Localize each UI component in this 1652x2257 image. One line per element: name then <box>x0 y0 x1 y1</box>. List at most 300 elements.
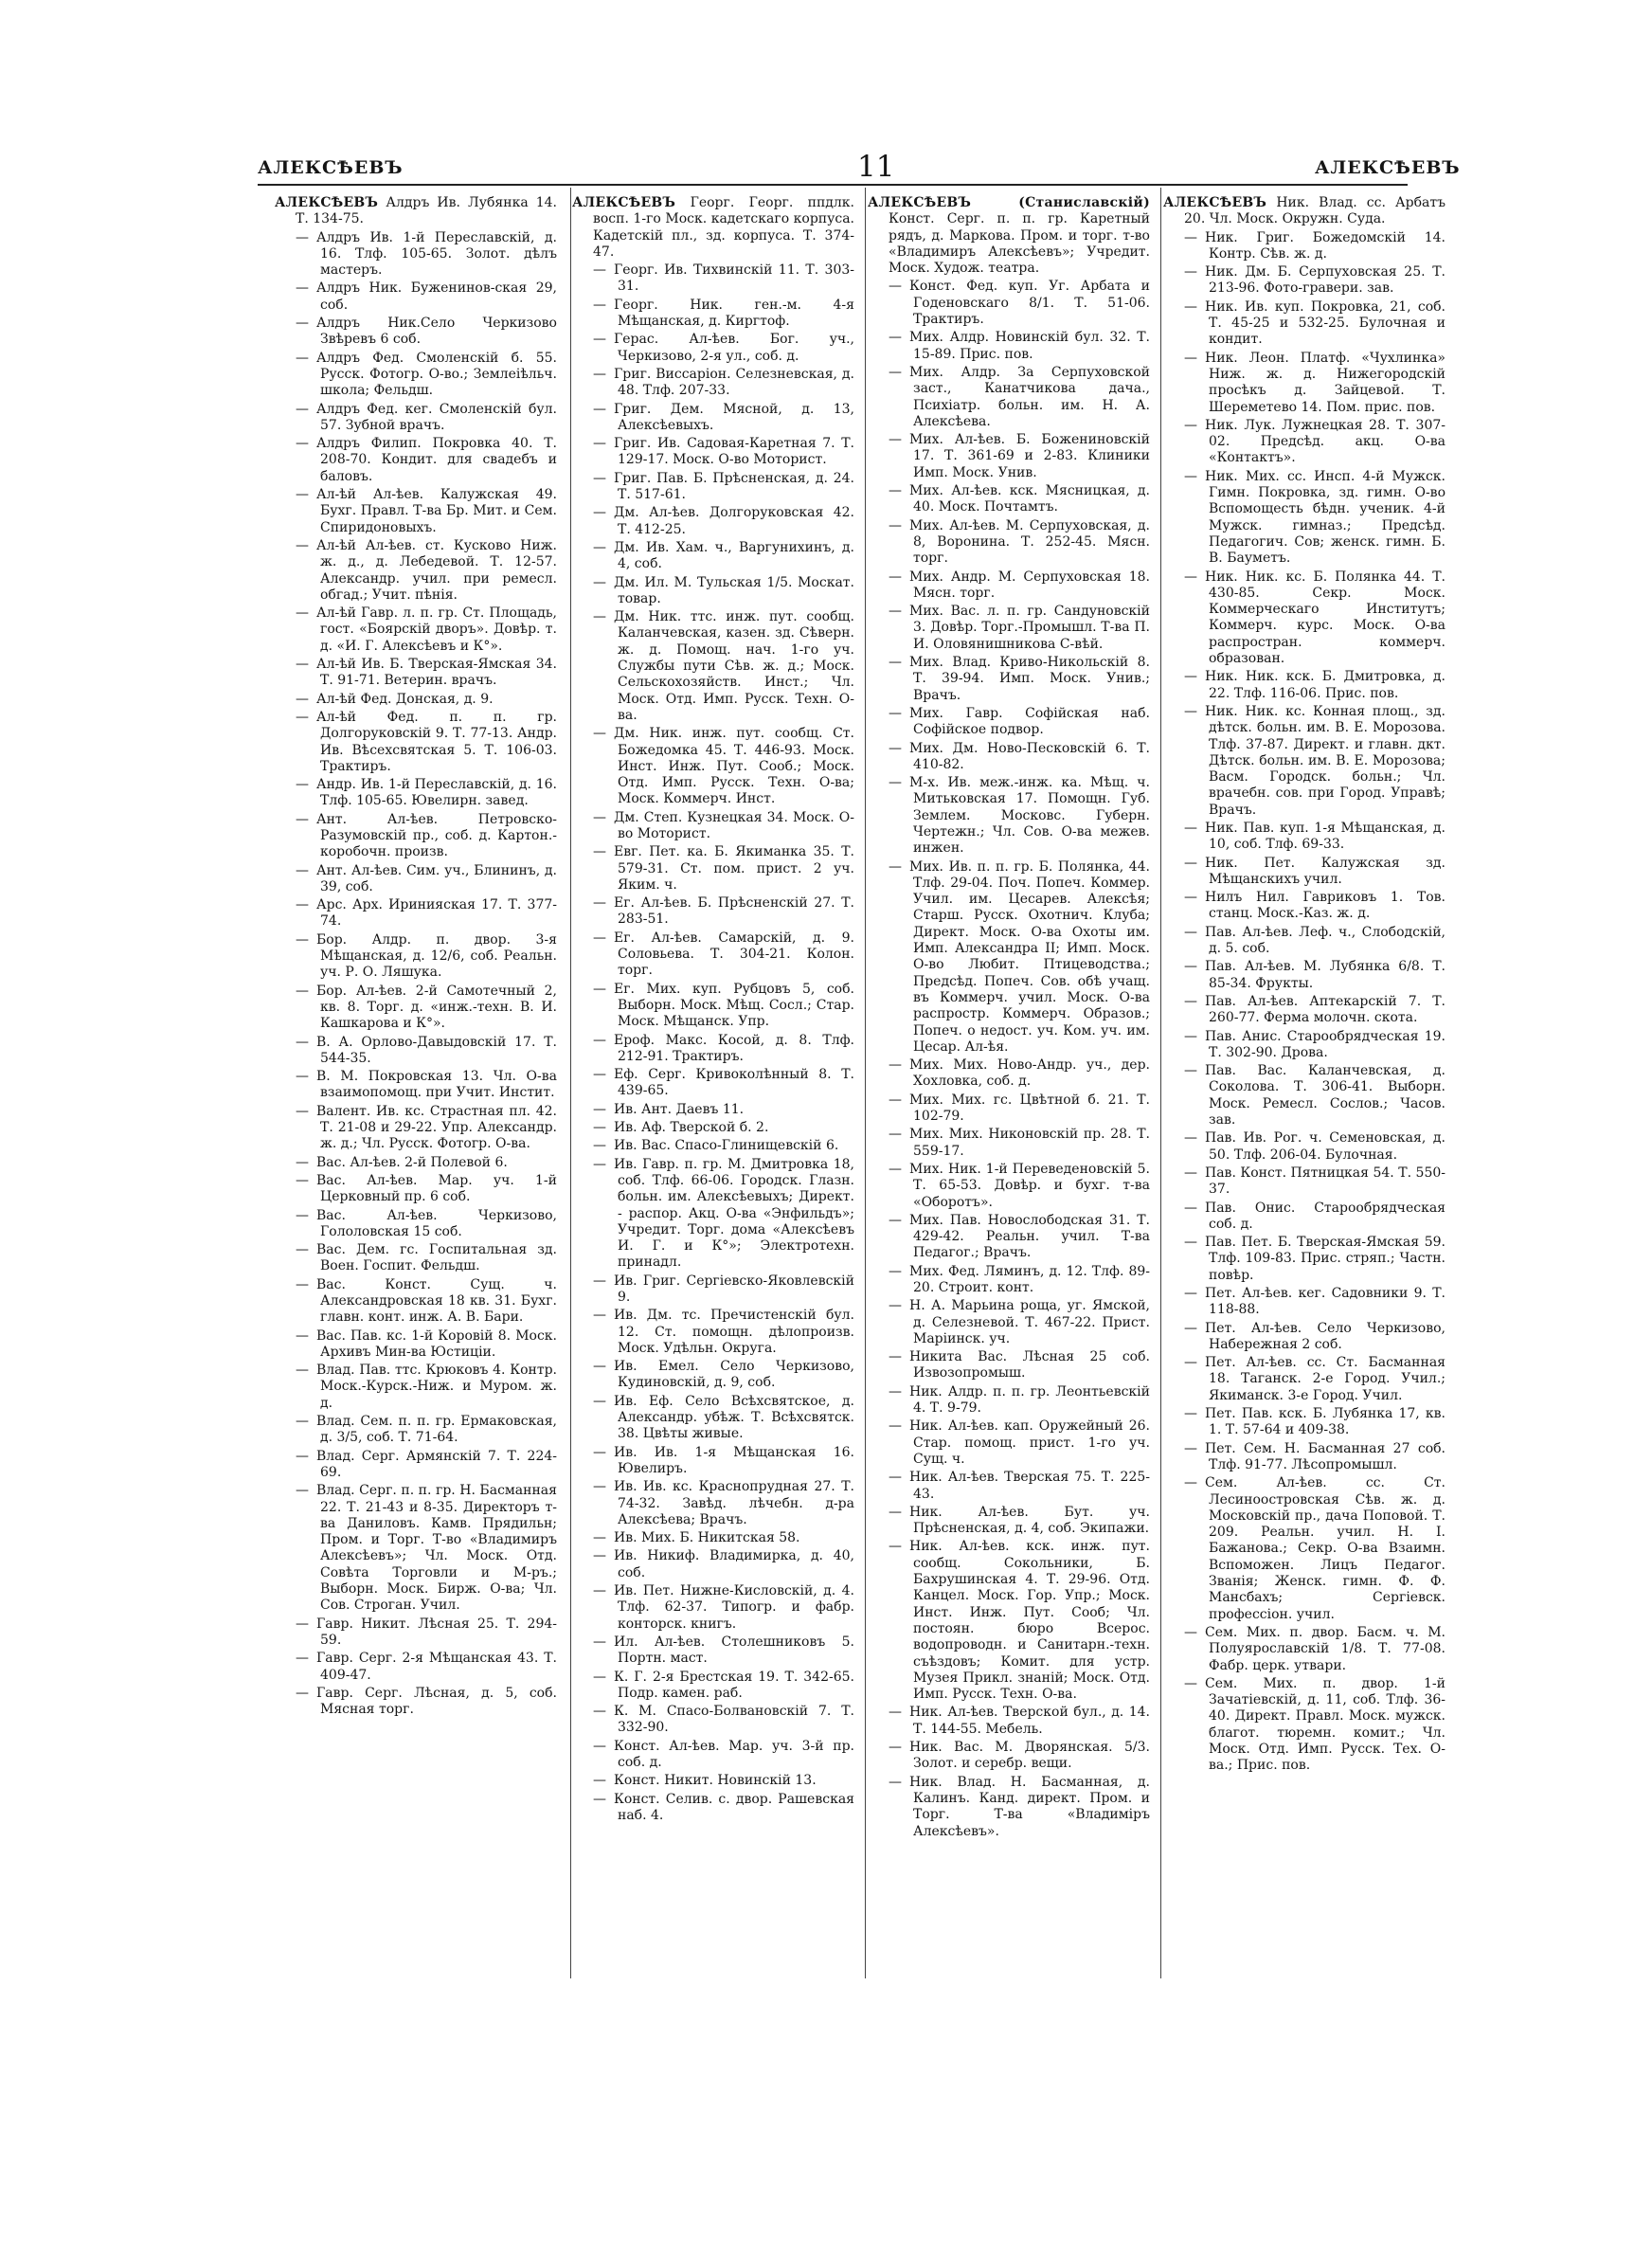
entry-text: Ник. Ив. куп. Покровка, 21, соб. Т. 45-25 и 532-25. Булочная и кондит. <box>1205 298 1446 348</box>
directory-entry <box>1163 959 1446 992</box>
entry-text: Григ. Пав. Б. Прѣсненская, д. 24. Т. 517-61. <box>614 470 854 503</box>
directory-entry <box>868 1740 1150 1773</box>
entry-dash: — <box>593 470 606 486</box>
entry-dash: — <box>889 483 902 499</box>
directory-entry <box>868 483 1150 516</box>
entry-dash: — <box>593 401 606 417</box>
entry-text: Ал-ѣй Ив. Б. Тверская-Ямская 34. Т. 91-71. Ветерин. врачъ. <box>316 657 557 689</box>
directory-entry <box>275 1483 557 1614</box>
entry-text: Ал-ѣй Ал-ѣев. ст. Кусково Ниж. ж. д., д. Лебедевой. Т. 12-57. Александр. учил. при ремесл. обгад.; Учит. пѣнія. <box>316 537 557 603</box>
surname-heading: АЛЕКСѢЕВЪ (Станиславскій) <box>868 195 1150 210</box>
directory-entry <box>275 1173 557 1206</box>
entry-dash: — <box>889 1057 902 1074</box>
entry-text: Ив. Ант. Даевъ 11. <box>614 1101 745 1117</box>
column-divider <box>865 188 866 1978</box>
entry-text: Ник. Григ. Божедомскій 14. Контр. Сѣв. ж. д. <box>1205 229 1446 262</box>
directory-entry <box>572 982 854 1031</box>
directory-entry <box>275 436 557 485</box>
entry-dash: — <box>889 1740 902 1756</box>
entry-text: Пав. Ал-ѣев. Леф. ч., Слободскій, д. 5. соб. <box>1205 924 1446 957</box>
entry-dash: — <box>593 297 606 313</box>
entry-dash: — <box>296 605 309 622</box>
directory-entry <box>572 540 854 573</box>
directory-entry <box>572 1479 854 1528</box>
directory-entry <box>572 895 854 929</box>
entry-text: Ив. Пет. Нижне-Кисловскій, д. 4. Тлф. 62-37. Типогр. и фабр. конторск. книгъ. <box>614 1583 854 1632</box>
directory-entry <box>1163 1625 1446 1674</box>
entry-text: Григ. Виссаріон. Селезневская, д. 48. Тлф. 207-33. <box>614 366 854 399</box>
entry-dash: — <box>593 1773 606 1789</box>
entry-dash: — <box>1184 820 1197 836</box>
entry-text: Пав. Вас. Каланчевская, д. Соколова. Т. 306-41. Выборн. Моск. Ремесл. Сослов.; Часов. зав. <box>1205 1063 1446 1128</box>
header-rule <box>258 184 1408 186</box>
entry-dash: — <box>296 1242 309 1258</box>
directory-entry <box>572 726 854 807</box>
entry-text: Влад. Сем. п. п. гр. Ермаковская, д. 3/5, соб. Т. 71-64. <box>316 1414 557 1446</box>
entry-dash: — <box>1184 959 1197 975</box>
directory-entry <box>275 538 557 604</box>
directory-entry <box>1163 1676 1446 1775</box>
entry-dash: — <box>889 1383 902 1399</box>
entry-text: М-х. Ив. меж.-инж. ка. Мѣщ. ч. Митьковская 17. Помощн. Губ. Землем. Московс. Губерн. Чертежн.; Чл. Сов. О-ва межев. инжен. <box>909 775 1150 857</box>
entry-dash: — <box>593 1634 606 1650</box>
entry-text: Дм. Ник. ттс. инж. пут. сообщ. Каланчевская, казен. зд. Сѣверн. ж. д. Помощ. нач. 1-го уч. Службы пути Сѣв. ж. д.; Моск. Сельскохозяйств. Инст.; Чл. Моск. Отд. Имп. Русск. Техн. О-ва. <box>614 609 854 723</box>
directory-entry <box>1163 1441 1446 1474</box>
directory-entry <box>572 1120 854 1136</box>
directory-entry <box>868 279 1150 328</box>
directory-entry <box>275 487 557 536</box>
entry-dash: — <box>1184 298 1197 315</box>
directory-entry <box>572 262 854 296</box>
entry-dash: — <box>593 505 606 521</box>
entry-dash: — <box>593 609 606 625</box>
directory-column-1 <box>275 195 557 2232</box>
entry-text: Мих. Вас. л. п. гр. Сандуновскій 3. Довѣр. Торг.-Промышл. Т-ва П. И. Оловянишникова С-вѣй. <box>909 604 1150 652</box>
page-number: 11 <box>857 150 895 184</box>
entry-dash: — <box>1184 1165 1197 1181</box>
entry-text: Алдръ Фед. Смоленскій б. 55. Русск. Фотогр. О-во.; Землеіѣльч. школа; Фельдш. <box>316 350 557 399</box>
entry-text: Ив. Еф. Село Всѣхсвятское, д. Александр. убѣж. Т. Всѣхсвятск. 38. Цвѣты живые. <box>614 1393 854 1442</box>
entry-dash: — <box>593 1704 606 1720</box>
entry-dash: — <box>593 332 606 348</box>
entry-text: Ник. Леон. Платф. «Чухлинка» Ниж. ж. д. Нижегородскій просѣкъ д. Зайцевой. Т. Шереметево 14. Пом. прис. пов. <box>1205 350 1446 415</box>
entry-text: В. М. Покровская 13. Чл. О-ва взаимопомощ. при Учит. Инстит. <box>316 1069 557 1101</box>
directory-entry <box>572 1739 854 1772</box>
directory-entry <box>868 1264 1150 1297</box>
entry-text: Ник. Мих. сс. Инсп. 4-й Мужск. Гимн. Покровка, зд. гимн. О-во Вспомощесть бѣдн. ученик. 4-й Мужск. гимназ.; Предсѣд. Педагогич. Сов; женск. гимн. Б. В. Бауметъ. <box>1205 468 1446 567</box>
entry-dash: — <box>593 1067 606 1083</box>
entry-dash: — <box>296 1327 309 1344</box>
entry-dash: — <box>889 1470 902 1486</box>
entry-dash: — <box>593 1032 606 1048</box>
entry-text: Георг. Ник. ген.-м. 4-я Мѣщанская, д. Киргтоф. <box>614 297 854 330</box>
directory-entry <box>868 365 1150 430</box>
entry-dash: — <box>1184 1355 1197 1371</box>
directory-entry <box>275 1277 557 1327</box>
directory-entry <box>572 1308 854 1357</box>
entry-dash: — <box>593 1359 606 1375</box>
entry-dash: — <box>593 436 606 452</box>
directory-entry <box>868 1539 1150 1703</box>
entry-text: Мих. Мих. Ново-Андр. уч., дер. Хохловка, соб. д. <box>909 1057 1150 1090</box>
directory-entry <box>1163 230 1446 263</box>
directory-entry <box>1163 299 1446 349</box>
entry-dash: — <box>889 1298 902 1314</box>
entry-dash: — <box>889 1774 902 1790</box>
entry-dash: — <box>296 691 309 707</box>
entry-dash: — <box>296 1448 309 1464</box>
directory-entry <box>275 1616 557 1650</box>
entry-dash: — <box>1184 350 1197 366</box>
entry-dash: — <box>296 1363 309 1379</box>
entry-text: Дм. Ник. инж. пут. сообщ. Ст. Божедомка 45. Т. 446-93. Моск. Инст. Инж. Пут. Сооб.; Моск. Отд. Имп. Русск. Техн. О-ва; Моск. Коммерч. Инст. <box>614 726 854 807</box>
entry-dash: — <box>593 1393 606 1409</box>
directory-entry <box>275 1449 557 1482</box>
entry-text: Мих. Мих. гс. Цвѣтной б. 21. Т. 102-79. <box>909 1092 1150 1125</box>
directory-entry <box>1163 704 1446 819</box>
directory-entry <box>868 1470 1150 1503</box>
entry-text: Пав. Конст. Пятницкая 54. Т. 550-37. <box>1205 1165 1446 1198</box>
entry-dash: — <box>296 436 309 452</box>
directory-entry <box>868 655 1150 704</box>
entry-dash: — <box>1184 569 1197 585</box>
entry-dash: — <box>889 604 902 620</box>
running-header-right: АЛЕКСѢЕВЪ <box>1315 157 1461 178</box>
directory-entry <box>572 1067 854 1100</box>
entry-text: Влад. Серг. Армянскій 7. Т. 224-69. <box>316 1448 557 1480</box>
entry-dash: — <box>593 574 606 590</box>
directory-entry <box>275 777 557 810</box>
directory-entry <box>275 230 557 280</box>
entry-dash: — <box>1184 855 1197 871</box>
directory-entry <box>868 1127 1150 1160</box>
directory-entry <box>1163 1029 1446 1062</box>
directory-entry <box>572 436 854 469</box>
entry-dash: — <box>296 1154 309 1170</box>
entry-dash: — <box>593 726 606 742</box>
entry-dash: — <box>593 930 606 946</box>
entry-text: Ник. Лук. Лужнецкая 28. Т. 307-02. Предсѣд. акц. О-ва «Контактъ». <box>1205 417 1446 466</box>
entry-text: Конст. Ал-ѣев. Мар. уч. 3-й пр. соб. д. <box>614 1738 854 1771</box>
entry-text: Ив. Аф. Тверской б. 2. <box>614 1120 769 1136</box>
entry-text: Ив. Емел. Село Черкизово, Кудиновскій, д. 9, соб. <box>614 1359 854 1391</box>
entry-text: Ник. Дм. Б. Серпуховская 25. Т. 213-96. Фото-гравери. зав. <box>1205 264 1446 297</box>
directory-entry <box>275 897 557 930</box>
entry-text: Мих. Мих. Никоновскій пр. 28. Т. 559-17. <box>909 1127 1150 1159</box>
directory-entry <box>572 1445 854 1478</box>
entry-dash: — <box>889 517 902 533</box>
entry-dash: — <box>593 844 606 860</box>
entry-text: Григ. Дем. Мясной, д. 13, Алексѣевыхъ. <box>614 401 854 433</box>
entry-text: Пет. Ал-ѣев. Село Черкизово, Набережная 2 соб. <box>1205 1320 1446 1352</box>
directory-entry <box>1163 1286 1446 1319</box>
directory-entry <box>868 1349 1150 1382</box>
entry-text: Ал-ѣй Фед. п. п. гр. Долгоруковскій 9. Т. 77-13. Андр. Ив. Вѣсехсвятская 5. Т. 106-03. Трактиръ. <box>316 709 557 774</box>
directory-entry <box>1163 1355 1446 1404</box>
entry-dash: — <box>593 1548 606 1564</box>
column-divider <box>1160 188 1161 1978</box>
directory-entry <box>275 1069 557 1102</box>
directory-entry <box>572 1530 854 1546</box>
directory-entry <box>275 710 557 775</box>
entry-text: Пет. Ал-ѣев. сс. Ст. Басманная 18. Таганск. 2-е Город. Учил.; Якиманск. 3-е Город. Учил. <box>1205 1355 1446 1403</box>
directory-entry <box>572 402 854 435</box>
entry-text: Мих. Ал-ѣев. Б. Божениновскій 17. Т. 361-69 и 2-83. Клиники Имп. Моск. Унив. <box>909 432 1150 480</box>
directory-entry <box>275 1686 557 1719</box>
directory-entry <box>1163 418 1446 467</box>
entry-text: Алдръ Филип. Покровка 40. Т. 208-70. Кондит. для свадебъ и баловъ. <box>316 436 557 484</box>
directory-entry <box>1163 1235 1446 1284</box>
entry-dash: — <box>593 1120 606 1136</box>
entry-text: Мих. Дм. Ново-Песковскій 6. Т. 410-82. <box>909 740 1150 772</box>
entry-dash: — <box>1184 924 1197 940</box>
entry-text: Алдръ Ив. 1-й Переславскій, д. 16. Тлф. 105-65. Золот. дѣлъ мастеръ. <box>316 229 557 279</box>
entry-text: Бор. Алдр. п. двор. 3-я Мѣщанская, д. 12/6, соб. Реальн. уч. Р. О. Ляшука. <box>316 931 557 981</box>
directory-entry <box>1163 856 1446 889</box>
entry-text: Мих. Алдр. Новинскій бул. 32. Т. 15-89. Прис. пов. <box>909 330 1150 362</box>
directory-entry <box>868 195 1150 277</box>
directory-entry <box>1163 994 1446 1027</box>
entry-dash: — <box>593 1444 606 1460</box>
entry-text: Ив. Ив. 1-я Мѣщанская 16. Ювелиръ. <box>614 1444 854 1476</box>
directory-entry <box>868 604 1150 653</box>
directory-entry <box>572 1157 854 1272</box>
entry-dash: — <box>296 401 309 417</box>
entry-dash: — <box>296 1685 309 1701</box>
entry-text: Мих. Ал-ѣев. М. Серпуховская, д. 8, Воронина. Т. 252-45. Мясн. торг. <box>909 517 1150 567</box>
entry-dash: — <box>296 1276 309 1292</box>
entry-text: Ник. Ник. кс. Б. Полянка 44. Т. 430-85. Секр. Моск. Коммерческаго Институтъ; Коммерч. курс. Моск. О-ва распростран. коммерч. образован. <box>1205 569 1446 667</box>
directory-entry <box>275 351 557 400</box>
directory-entry <box>868 1775 1150 1840</box>
directory-entry <box>275 1363 557 1412</box>
entry-text: Алдръ Ник.Село Черкизово Звѣревъ 6 соб. <box>316 316 557 348</box>
entry-text: Сем. Мих. п. двор. 1-й Зачатіевскій, д. 11, соб. Тлф. 36-40. Директ. Правл. Моск. мужск. благот. тюремн. комит.; Чл. Моск. Отд. Имп. Русск. Тех. О-ва.; Прис. пов. <box>1205 1675 1446 1774</box>
entry-dash: — <box>296 1069 309 1085</box>
entry-text: Алдръ Ив. Лубянка 14. Т. 134-75. <box>296 195 557 227</box>
entry-text: Ег. Ал-ѣев. Самарскій, д. 9. Соловьева. Т. 304-21. Колон. торг. <box>614 930 854 979</box>
directory-column-3 <box>868 195 1150 2232</box>
entry-dash: — <box>593 1479 606 1495</box>
entry-text: Никита Вас. Лѣсная 25 соб. Извозопромыш. <box>909 1349 1150 1381</box>
entry-text: Алдръ Фед. кег. Смоленскій бул. 57. Зубной врачъ. <box>316 401 557 433</box>
column-divider <box>570 188 571 1978</box>
entry-text: Алдръ Ник. Буженинов-ская 29, соб. <box>316 280 557 313</box>
entry-text: Сем. Ал-ѣев. сс. Ст. Лесиноостровская Сѣв. ж. д. Московскій пр., дача Поповой. Т. 209. Реальн. учил. Н. І. Бажанова.; Секр. О-ва Взаимн. Вспоможен. Лицъ Педагог. Званія; Женск. гимн. Ф. Ф. Мансбахъ; Сергіевск. профессіон. учил. <box>1205 1475 1446 1622</box>
entry-text: Ив. Никиф. Владимирка, д. 40, соб. <box>614 1548 854 1580</box>
entry-dash: — <box>593 895 606 912</box>
directory-entry <box>1163 351 1446 416</box>
entry-text: Ант. Ал-ѣев. Петровско-Разумовскій пр., соб. д. Картон.-коробочн. произв. <box>316 811 557 860</box>
entry-dash: — <box>593 1138 606 1154</box>
entry-dash: — <box>1184 1235 1197 1251</box>
entry-text: Н. А. Марьина роща, уг. Ямской, д. Селезневой. Т. 467-22. Прист. Маріинск. уч. <box>909 1298 1150 1346</box>
entry-dash: — <box>889 740 902 756</box>
directory-entry <box>572 609 854 724</box>
entry-dash: — <box>889 858 902 875</box>
directory-entry <box>868 1092 1150 1126</box>
entry-text: Дм. Ал-ѣев. Долгоруковская 42. Т. 412-25. <box>614 505 854 537</box>
directory-entry <box>572 930 854 980</box>
entry-text: Мих. Пав. Новослободская 31. Т. 429-42. Реальн. учил. Т-ва Педагог.; Врачъ. <box>909 1212 1150 1261</box>
entry-text: Ив. Вас. Спасо-Глинищевскій 6. <box>614 1138 839 1154</box>
directory-entry <box>1163 1406 1446 1439</box>
entry-text: Вас. Ал-ѣев. Черкизово, Гололовская 15 соб. <box>316 1207 557 1239</box>
entry-text: Герас. Ал-ѣев. Бог. уч., Черкизово, 2-я ул., соб. д. <box>614 332 854 364</box>
entry-dash: — <box>296 983 309 999</box>
directory-entry <box>275 402 557 435</box>
directory-entry <box>572 1670 854 1703</box>
entry-text: Мих. Алдр. За Серпуховской заст., Канатчикова дача., Психіатр. больн. им. Н. А. Алексѣева. <box>909 364 1150 429</box>
directory-entry <box>275 1414 557 1447</box>
entry-dash: — <box>296 1414 309 1430</box>
directory-entry <box>572 1102 854 1118</box>
directory-entry <box>572 1394 854 1443</box>
directory-entry <box>275 316 557 349</box>
entry-dash: — <box>593 1791 606 1807</box>
entry-text: Ал-ѣй Фед. Донская, д. 9. <box>316 691 494 707</box>
entry-text: Дм. Степ. Кузнецкая 34. Моск. О-во Моторист. <box>614 809 854 841</box>
directory-entry <box>868 706 1150 739</box>
directory-entry <box>572 298 854 331</box>
entry-dash: — <box>1184 1440 1197 1456</box>
entry-text: Ник. Ал-ѣев. Бут. уч. Прѣсненская, д. 4, соб. Экипажи. <box>909 1504 1150 1537</box>
entry-dash: — <box>593 1738 606 1754</box>
entry-dash: — <box>889 775 902 791</box>
entry-text: Андр. Ив. 1-й Переславскій, д. 16. Тлф. 105-65. Ювелирн. завед. <box>316 777 557 809</box>
entry-dash: — <box>889 655 902 671</box>
directory-entry <box>1163 1130 1446 1164</box>
entry-dash: — <box>296 777 309 793</box>
entry-text: Ник. Пав. куп. 1-я Мѣщанская, д. 10, соб. Тлф. 69-33. <box>1205 820 1446 853</box>
entry-text: Ник. Ник. кск. Б. Дмитровка, д. 22. Тлф. 116-06. Прис. пов. <box>1205 669 1446 701</box>
directory-entry <box>1163 925 1446 958</box>
entry-text: Гавр. Никит. Лѣсная 25. Т. 294-59. <box>316 1616 557 1648</box>
entry-dash: — <box>296 316 309 332</box>
entry-dash: — <box>889 705 902 721</box>
directory-entry <box>1163 1475 1446 1623</box>
entry-text: Мих. Гавр. Софійская наб. Софійское подвор. <box>909 705 1150 738</box>
entry-dash: — <box>1184 1675 1197 1691</box>
entry-text: Сем. Мих. п. двор. Басм. ч. М. Полуярославскій 1/8. Т. 77-08. Фабр. церк. утвари. <box>1205 1624 1446 1673</box>
entry-dash: — <box>296 487 309 503</box>
entry-dash: — <box>593 539 606 555</box>
entry-dash: — <box>296 1172 309 1188</box>
entry-text: Ник. Ник. кс. Конная площ., зд. дѣтск. больн. им. В. Е. Морозова. Тлф. 37-87. Директ. и главн. дкт. Дѣтск. больн. им. В. Е. Морозова; Васм. Городск. больн.; Чл. врачебн. сов. при Город. Управѣ; Врачъ. <box>1205 703 1446 818</box>
entry-dash: — <box>296 657 309 673</box>
entry-text: Ив. Гавр. п. гр. М. Дмитровка 18, соб. Тлф. 66-06. Городск. Глазн. больн. им. Алексѣевыхъ; Директ. - распор. Акц. О-ва «Энфильдъ»; Учредит. Торг. дома «Алексѣевъ И. Г. и К°»; Электротехн. принадл. <box>614 1156 854 1271</box>
entry-dash: — <box>1184 468 1197 484</box>
entry-dash: — <box>889 432 902 448</box>
entry-text: Влад. Серг. п. п. гр. Н. Басманная 22. Т. 21-43 и 8-35. Директоръ т-ва Даниловъ. Камв. Прядильн; Пром. и Торг. Т-во «Владимиръ Алексѣевъ»; Чл. Моск. Отд. Совѣта Торговли и М-ръ.; Выборн. Моск. Бирж. О-ва; Чл. Сов. Строган. Учил. <box>316 1483 557 1614</box>
running-header-left: АЛЕКСѢЕВЪ <box>258 157 404 178</box>
entry-text: Ник. Алдр. п. п. гр. Леонтьевскій 4. Т. 9-79. <box>909 1383 1150 1417</box>
entry-text: Ник. Влад. сс. Арбатъ 20. Чл. Моск. Окружн. Суда. <box>1184 195 1446 227</box>
directory-entry <box>572 1033 854 1066</box>
entry-text: Гавр. Серг. 2-я Мѣщанская 43. Т. 409-47. <box>316 1651 557 1683</box>
directory-entry <box>275 812 557 861</box>
entry-text: Гавр. Серг. Лѣсная, д. 5, соб. Мясная торг. <box>316 1685 557 1718</box>
entry-text: Евг. Пет. ка. Б. Якиманка 35. Т. 579-31. Ст. пом. прист. 2 уч. Яким. ч. <box>614 844 854 893</box>
surname-heading: АЛЕКСѢЕВЪ <box>1163 195 1267 210</box>
directory-entry <box>275 932 557 982</box>
entry-dash: — <box>296 1207 309 1223</box>
entry-dash: — <box>889 1212 902 1228</box>
entry-text: Мих. Андр. М. Серпуховская 18. Мясн. торг. <box>909 569 1150 601</box>
entry-dash: — <box>296 1616 309 1632</box>
directory-entry <box>572 810 854 843</box>
entry-text: Ив. Григ. Сергіевско-Яковлевскій 9. <box>614 1273 854 1305</box>
directory-column-2 <box>572 195 854 2232</box>
entry-text: Ив. Ив. кс. Краснопрудная 27. Т. 74-32. Завѣд. лѣчебн. д-ра Алексѣева; Врачъ. <box>614 1479 854 1527</box>
entry-dash: — <box>296 280 309 297</box>
entry-dash: — <box>1184 890 1197 906</box>
directory-entry <box>868 1298 1150 1347</box>
directory-entry <box>1163 264 1446 298</box>
entry-text: Ник. Ал-ѣев. кск. инж. пут. сообщ. Сокольники, Б. Бахрушинская 4. Т. 29-96. Отд. Канцел. Моск. Гор. Упр.; Моск. Инст. Инж. Пут. Сооб; Чл. постоян. бюро Всерос. водопроводн. и Санитарн.-техн. съѣздовъ; Комит. для устр. Музея Прикл. знаній; Моск. Отд. Имп. Русск. Техн. О-ва. <box>909 1539 1150 1703</box>
directory-entry <box>572 332 854 365</box>
entry-dash: — <box>1184 1624 1197 1640</box>
entry-dash: — <box>593 1669 606 1685</box>
directory-entry <box>275 1035 557 1068</box>
entry-dash: — <box>889 569 902 585</box>
entry-dash: — <box>1184 1406 1197 1422</box>
entry-dash: — <box>889 1539 902 1555</box>
entry-dash: — <box>296 229 309 245</box>
entry-text: Вас. Ал-ѣев. 2-й Полевой 6. <box>316 1154 508 1170</box>
directory-entry <box>572 1792 854 1825</box>
entry-text: Ероф. Макс. Косой, д. 8. Тлф. 212-91. Трактиръ. <box>614 1032 854 1064</box>
entry-dash: — <box>1184 993 1197 1009</box>
entry-text: Влад. Пав. ттс. Крюковъ 4. Контр. Моск.-Курск.-Ниж. и Муром. ж. д. <box>316 1363 557 1411</box>
entry-text: К. Г. 2-я Брестская 19. Т. 342-65. Подр. камен. раб. <box>614 1669 854 1701</box>
entry-text: Ник. Пет. Калужская зд. Мѣщанскихъ учил. <box>1205 855 1446 887</box>
directory-entry <box>275 863 557 896</box>
entry-text: Валент. Ив. кс. Страстная пл. 42. Т. 21-08 и 29-22. Упр. Александр. ж. д.; Чл. Русск. Фотогр. О-ва. <box>316 1103 557 1152</box>
directory-entry <box>572 844 854 894</box>
entry-text: Пет. Пав. кск. Б. Лубянка 17, кв. 1. Т. 57-64 и 409-38. <box>1205 1406 1446 1438</box>
directory-entry <box>868 330 1150 363</box>
entry-text: Конст. Селив. с. двор. Рашевская наб. 4. <box>614 1791 854 1823</box>
entry-text: Арс. Арх. Иринияская 17. Т. 377-74. <box>316 897 557 930</box>
entry-dash: — <box>1184 1320 1197 1336</box>
entry-text: Ант. Ал-ѣев. Сим. уч., Блининъ, д. 39, соб. <box>316 862 557 894</box>
entry-text: Ник. Ал-ѣев. Тверская 75. Т. 225-43. <box>909 1470 1150 1502</box>
entry-text: Мих. Фед. Ляминъ, д. 12. Тлф. 89-20. Строит. конт. <box>909 1263 1150 1295</box>
directory-entry <box>275 1242 557 1275</box>
entry-dash: — <box>1184 1475 1197 1491</box>
entry-text: Ег. Мих. куп. Рубцовъ 5, соб. Выборн. Моск. Мѣщ. Сосл.; Стар. Моск. Мѣщанск. Упр. <box>614 981 854 1030</box>
surname-heading: АЛЕКСѢЕВЪ <box>275 195 379 210</box>
directory-entry <box>1163 1321 1446 1354</box>
entry-text: Пав. Ив. Рог. ч. Семеновская, д. 50. Тлф. 206-04. Булочная. <box>1205 1130 1446 1163</box>
entry-dash: — <box>889 330 902 346</box>
entry-text: Григ. Ив. Садовая-Каретная 7. Т. 129-17. Моск. О-во Моторист. <box>614 436 854 468</box>
directory-entry <box>1163 669 1446 702</box>
entry-text: Мих. Влад. Криво-Никольскій 8. Т. 39-94. Имп. Моск. Унив.; Врачъ. <box>909 655 1150 703</box>
entry-dash: — <box>593 262 606 279</box>
entry-text: Ег. Ал-ѣев. Б. Прѣсненскій 27. Т. 283-51. <box>614 895 854 928</box>
directory-entry <box>572 1704 854 1737</box>
directory-entry <box>1163 195 1446 228</box>
entry-text: Пав. Ал-ѣев. М. Лубянка 6/8. Т. 85-34. Фрукты. <box>1205 959 1446 991</box>
entry-dash: — <box>1184 669 1197 685</box>
entry-dash: — <box>889 1092 902 1108</box>
directory-entry <box>275 1104 557 1153</box>
entry-text: Вас. Пав. кс. 1-й Коровій 8. Моск. Архивъ Мин-ва Юстиціи. <box>316 1327 557 1360</box>
directory-entry <box>1163 821 1446 854</box>
entry-dash: — <box>889 279 902 295</box>
